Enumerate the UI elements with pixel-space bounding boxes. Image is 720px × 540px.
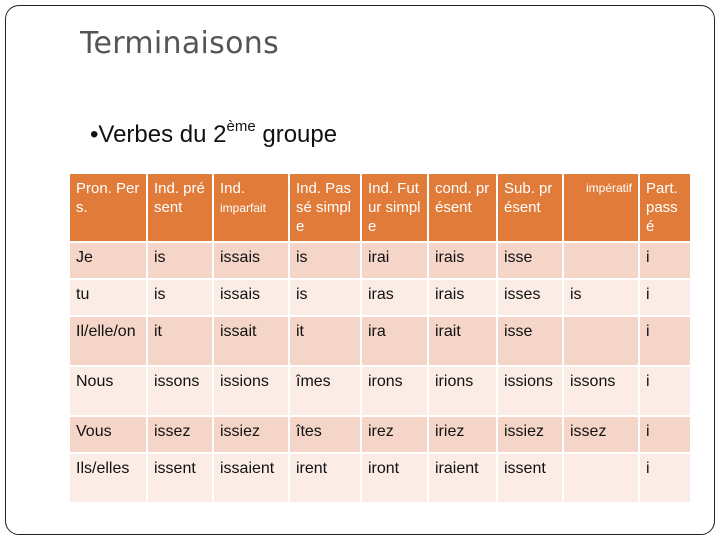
table-cell: issaient: [213, 453, 289, 503]
slide-title: Terminaisons: [80, 26, 280, 61]
table-cell: i: [639, 366, 691, 416]
table-cell: issions: [497, 366, 563, 416]
table-cell: îtes: [289, 416, 361, 453]
bullet-main: •Verbes du 2: [90, 121, 227, 148]
table-cell: issiez: [497, 416, 563, 453]
header-ind-imparfait: [213, 173, 289, 242]
table-cell: is: [289, 242, 361, 279]
table-cell: iriez: [428, 416, 497, 453]
table-cell: îmes: [289, 366, 361, 416]
table-cell: issais: [213, 279, 289, 316]
table-cell: it: [147, 316, 213, 366]
table-cell: [563, 242, 639, 279]
table-cell: irions: [428, 366, 497, 416]
table-header-row: [69, 173, 691, 242]
table-cell: Il/elle/on: [69, 316, 147, 366]
table-cell: Nous: [69, 366, 147, 416]
header-imparfait-label: imparfait: [220, 201, 267, 215]
table-cell: irais: [428, 242, 497, 279]
header-ind-present: Ind. présent: [147, 173, 213, 242]
table-cell: isses: [497, 279, 563, 316]
table-cell: is: [147, 242, 213, 279]
table-cell: irons: [361, 366, 428, 416]
table-row: [69, 453, 691, 503]
table-cell: is: [289, 279, 361, 316]
table-cell: issons: [147, 366, 213, 416]
bullet-rest: groupe: [255, 121, 338, 148]
table-cell: i: [639, 316, 691, 366]
table-cell: issions: [213, 366, 289, 416]
conjugation-table: [68, 172, 692, 504]
table-cell: i: [639, 279, 691, 316]
table-row: [69, 366, 691, 416]
header-part-passe: Part. passé: [639, 173, 691, 242]
table-cell: isse: [497, 242, 563, 279]
table-cell: issez: [147, 416, 213, 453]
table-cell: iront: [361, 453, 428, 503]
table-cell: irait: [428, 316, 497, 366]
table-row: [69, 416, 691, 453]
bullet-text: [90, 118, 337, 149]
header-pron-pers: Pron. Pers.: [69, 173, 147, 242]
header-sub-present: Sub. présent: [497, 173, 563, 242]
table-cell: i: [639, 242, 691, 279]
table-cell: issent: [497, 453, 563, 503]
table-cell: iraient: [428, 453, 497, 503]
table-row: [69, 316, 691, 366]
table-cell: irez: [361, 416, 428, 453]
table-row: [69, 242, 691, 279]
table-cell: isse: [497, 316, 563, 366]
table-cell: i: [639, 453, 691, 503]
table-body: [69, 242, 691, 503]
header-ind-label: Ind.: [220, 180, 246, 197]
table-cell: irent: [289, 453, 361, 503]
table-cell: issais: [213, 242, 289, 279]
table-cell: is: [147, 279, 213, 316]
table-row: [69, 279, 691, 316]
table-cell: irai: [361, 242, 428, 279]
table-cell: Vous: [69, 416, 147, 453]
table-cell: issons: [563, 366, 639, 416]
table-cell: issait: [213, 316, 289, 366]
table-cell: it: [289, 316, 361, 366]
table-cell: issent: [147, 453, 213, 503]
table-cell: [563, 316, 639, 366]
table-cell: is: [563, 279, 639, 316]
table-cell: Je: [69, 242, 147, 279]
table-cell: tu: [69, 279, 147, 316]
table-cell: Ils/elles: [69, 453, 147, 503]
table-cell: [563, 453, 639, 503]
table-cell: i: [639, 416, 691, 453]
table-cell: iras: [361, 279, 428, 316]
header-imperatif: impératif: [563, 173, 639, 242]
table-cell: issiez: [213, 416, 289, 453]
table-cell: ira: [361, 316, 428, 366]
table-cell: irais: [428, 279, 497, 316]
table-cell: issez: [563, 416, 639, 453]
header-cond-present: cond. présent: [428, 173, 497, 242]
bullet-superscript: ème: [226, 118, 256, 135]
header-ind-passe-simple: Ind. Passé simple: [289, 173, 361, 242]
header-ind-futur-simple: Ind. Futur simple: [361, 173, 428, 242]
